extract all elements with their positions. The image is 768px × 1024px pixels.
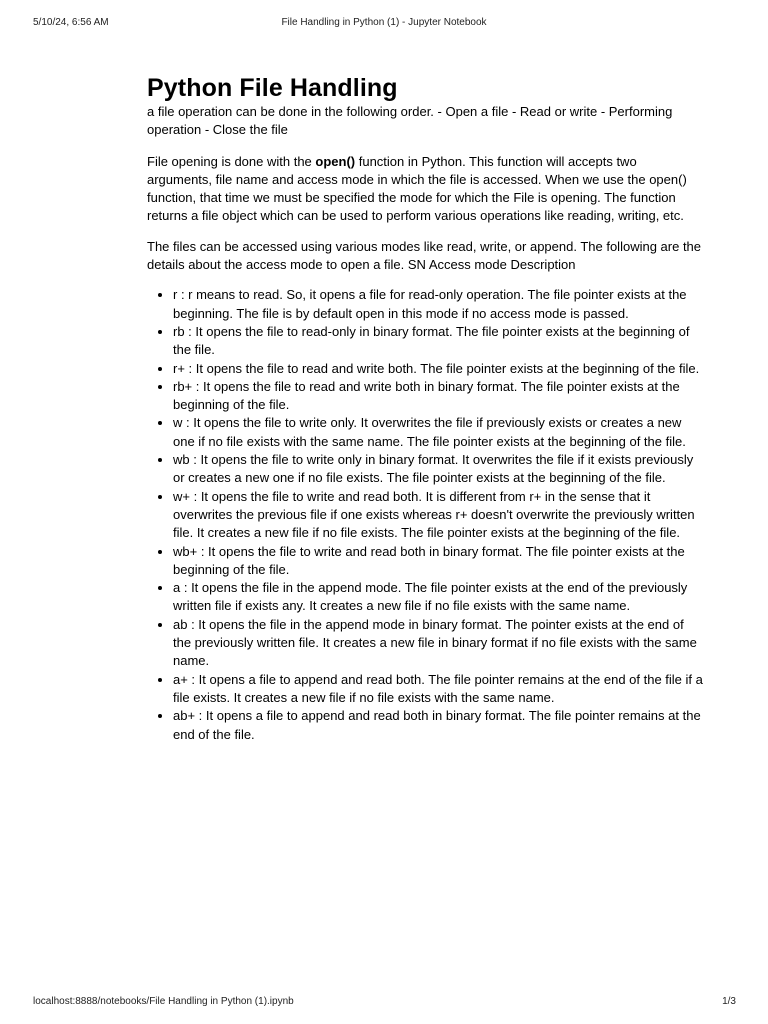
list-item-mode-r-plus: • r+ : It opens the file to read and write both. The file pointer exists at the beginning of the file. — [173, 360, 703, 378]
list-item-mode-a-plus: • a+ : It opens a file to append and read both. The file pointer remains at the end of the file if a file exists. It creates a new file if no file exists with the same name. — [173, 671, 703, 708]
print-datetime: 5/10/24, 6:56 AM — [33, 17, 109, 28]
notebook-content — [147, 72, 703, 744]
file-opening-paragraph — [147, 153, 703, 226]
page-heading: Python File Handling — [147, 74, 398, 102]
print-page-number: 1/3 — [722, 996, 736, 1007]
access-mode-list — [147, 286, 703, 743]
list-item-mode-w-plus: • w+ : It opens the file to write and read both. It is different from r+ in the sense that it overwrites the previous file if one exists whereas r+ doesn't overwrite the previously written file. It creates a new file if no file exists. The file pointer exists at the beginning of the file. — [173, 488, 703, 543]
open-function-name: open() — [315, 153, 356, 169]
list-item-mode-r: • r : r means to read. So, it opens a file for read-only operation. The file pointer exists at the beginning. The file is by default open in this mode if no access mode is passed. — [173, 286, 703, 323]
print-url: localhost:8888/notebooks/File Handling in Python (1).ipynb — [33, 996, 294, 1007]
file-opening-text-start: File opening is done with the — [147, 153, 316, 169]
list-item-mode-rb: • rb : It opens the file to read-only in binary format. The file pointer exists at the beginning of the file. — [173, 323, 703, 360]
list-item-mode-wb: • wb : It opens the file to write only in binary format. It overwrites the file if it exists previously or creates a new one if no file exists. The file pointer exists at the beginning of the file. — [173, 451, 703, 488]
list-item-mode-a: • a : It opens the file in the append mode. The file pointer exists at the end of the previously written file if exists any. It creates a new file if no file exists with the same name. — [173, 579, 703, 616]
list-item-mode-ab-plus: • ab+ : It opens a file to append and read both in binary format. The file pointer remains at the end of the file. — [173, 707, 703, 744]
intro-paragraph: a file operation can be done in the following order. - Open a file - Read or write - Performing operation - Close the file — [147, 104, 673, 138]
list-item-mode-w: • w : It opens the file to write only. It overwrites the file if previously exists or creates a new one if no file exists with the same name. The file pointer exists at the beginning of the file. — [173, 414, 703, 451]
list-item-mode-wb-plus: • wb+ : It opens the file to write and read both in binary format. The file pointer exists at the beginning of the file. — [173, 543, 703, 580]
list-item-mode-rb-plus: • rb+ : It opens the file to read and write both in binary format. The file pointer exists at the beginning of the file. — [173, 378, 703, 415]
file-opening-text-end: function in Python. This function will accepts two arguments, file name and access mode in which the file is accessed. When we use the open() function, that time we must be specified the mode for which the File is opening. The function returns a file object which can be used to perform various operations like reading, writing, etc. — [147, 153, 687, 224]
print-page-title: File Handling in Python (1) - Jupyter Notebook — [281, 17, 487, 28]
list-item-mode-ab: • ab : It opens the file in the append mode in binary format. The pointer exists at the end of the previously written file. It creates a new file in binary format if no file exists with the same name. — [173, 616, 703, 671]
access-modes-intro: The files can be accessed using various modes like read, write, or append. The following are the details about the access mode to open a file. SN Access mode Description — [147, 238, 702, 273]
